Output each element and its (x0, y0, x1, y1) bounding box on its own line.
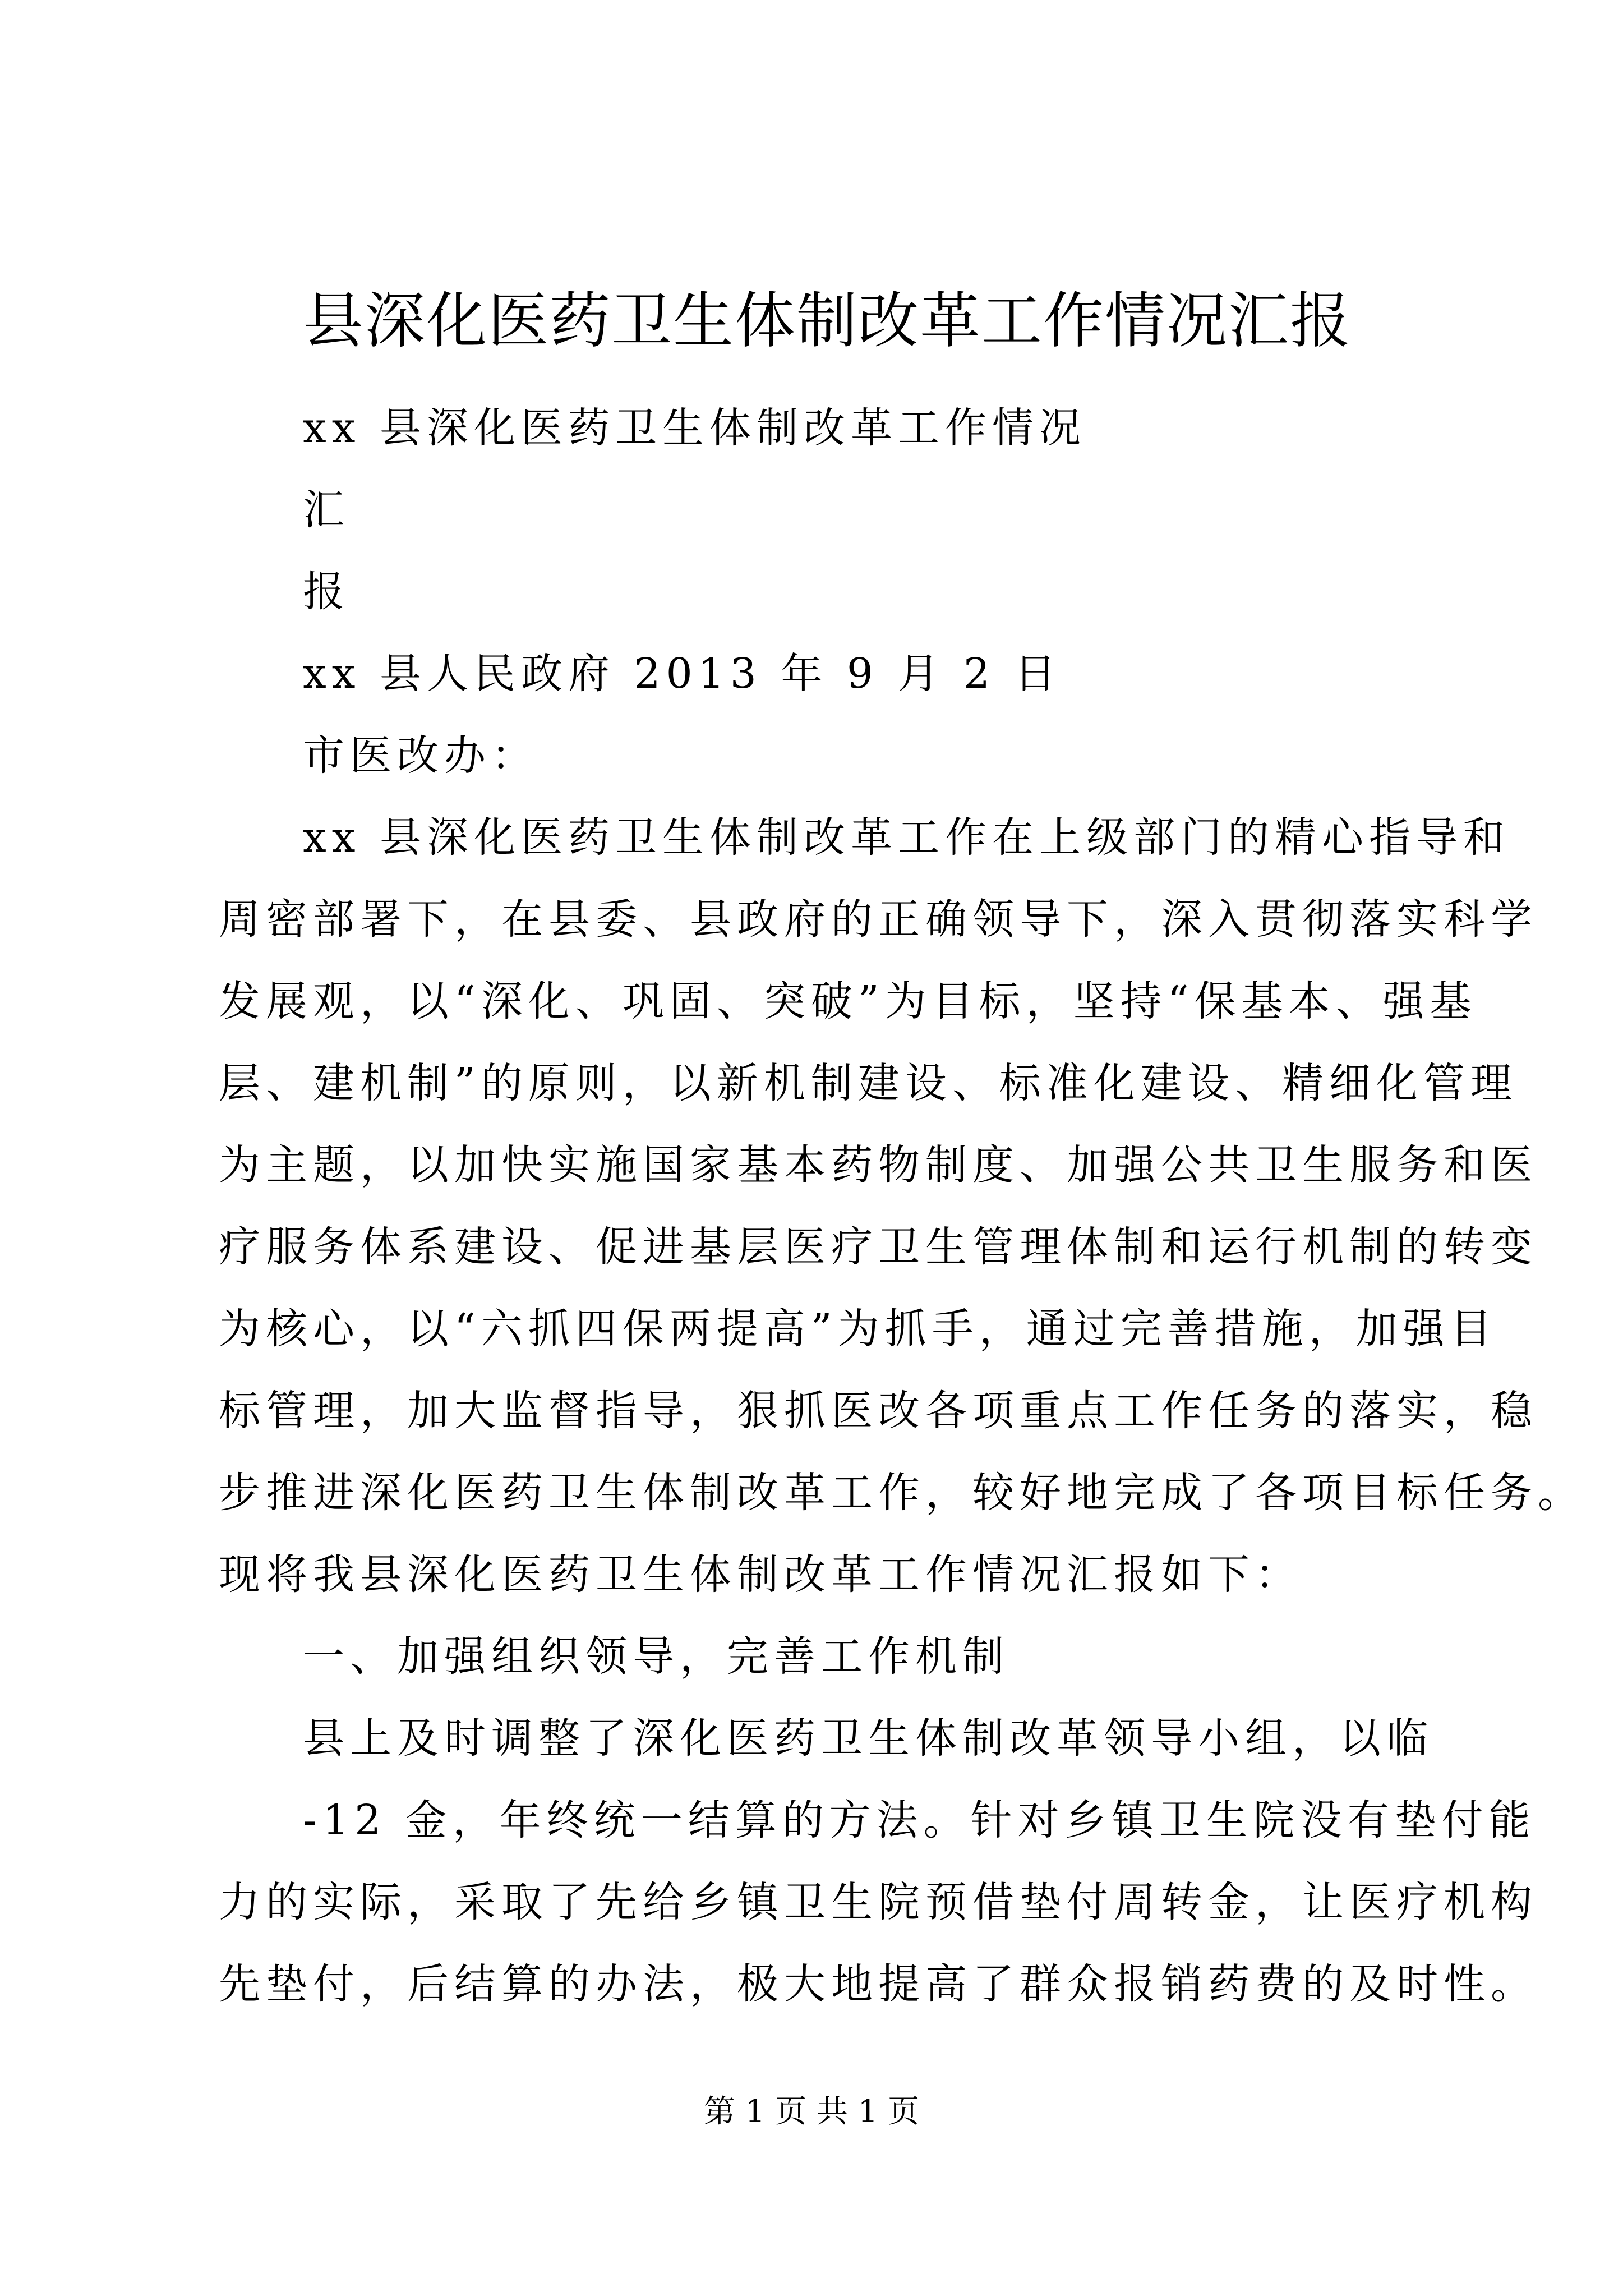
paragraph-line: 标管理，加大监督指导，狠抓医改各项重点工作任务的落实，稳 (219, 1387, 1538, 1435)
paragraph-line: -12 金，年终统一结算的方法。针对乡镇卫生院没有垫付能 (303, 1796, 1536, 1844)
paragraph-line: 发展观，以“深化、巩固、突破”为目标，坚持“保基本、强基 (219, 977, 1477, 1025)
paragraph-line: 县上及时调整了深化医药卫生体制改革领导小组，以临 (303, 1714, 1433, 1763)
paragraph-line: 为主题，以加快实施国家基本药物制度、加强公共卫生服务和医 (219, 1141, 1538, 1189)
document-title: 县深化医药卫生体制改革工作情况汇报 (303, 286, 1352, 356)
paragraph-line: 先垫付，后结算的办法，极大地提高了群众报销药费的及时性。 (219, 1960, 1538, 2008)
document-body (219, 387, 1585, 2025)
salutation: 市医改办： (303, 731, 538, 780)
subtitle-char-bao: 报 (303, 568, 350, 616)
paragraph-line: 力的实际，采取了先给乡镇卫生院预借垫付周转金，让医疗机构 (219, 1878, 1538, 1926)
section-heading: 一、加强组织领导，完善工作机制 (303, 1632, 1009, 1681)
issuer-date-line: xx 县人民政府 2013 年 9 月 2 日 (303, 650, 1062, 698)
paragraph-line: 为核心，以“六抓四保两提高”为抓手，通过完善措施，加强目 (219, 1305, 1497, 1353)
subtitle-line: xx 县深化医药卫生体制改革工作情况 (303, 404, 1086, 452)
paragraph-line: 现将我县深化医药卫生体制改革工作情况汇报如下： (219, 1550, 1302, 1599)
paragraph-line: 疗服务体系建设、促进基层医疗卫生管理体制和运行机制的转变 (219, 1223, 1538, 1271)
subtitle-char-hui: 汇 (303, 486, 350, 534)
paragraph-line: 层、建机制”的原则，以新机制建设、标准化建设、精细化管理 (219, 1059, 1518, 1107)
paragraph-line: xx 县深化医药卫生体制改革工作在上级部门的精心指导和 (303, 813, 1510, 862)
page-footer: 第 1 页 共 1 页 (703, 2093, 920, 2130)
paragraph-line: 周密部署下，在县委、县政府的正确领导下，深入贯彻落实科学 (219, 895, 1538, 944)
paragraph-line: 步推进深化医药卫生体制改革工作，较好地完成了各项目标任务。 (219, 1469, 1585, 1517)
